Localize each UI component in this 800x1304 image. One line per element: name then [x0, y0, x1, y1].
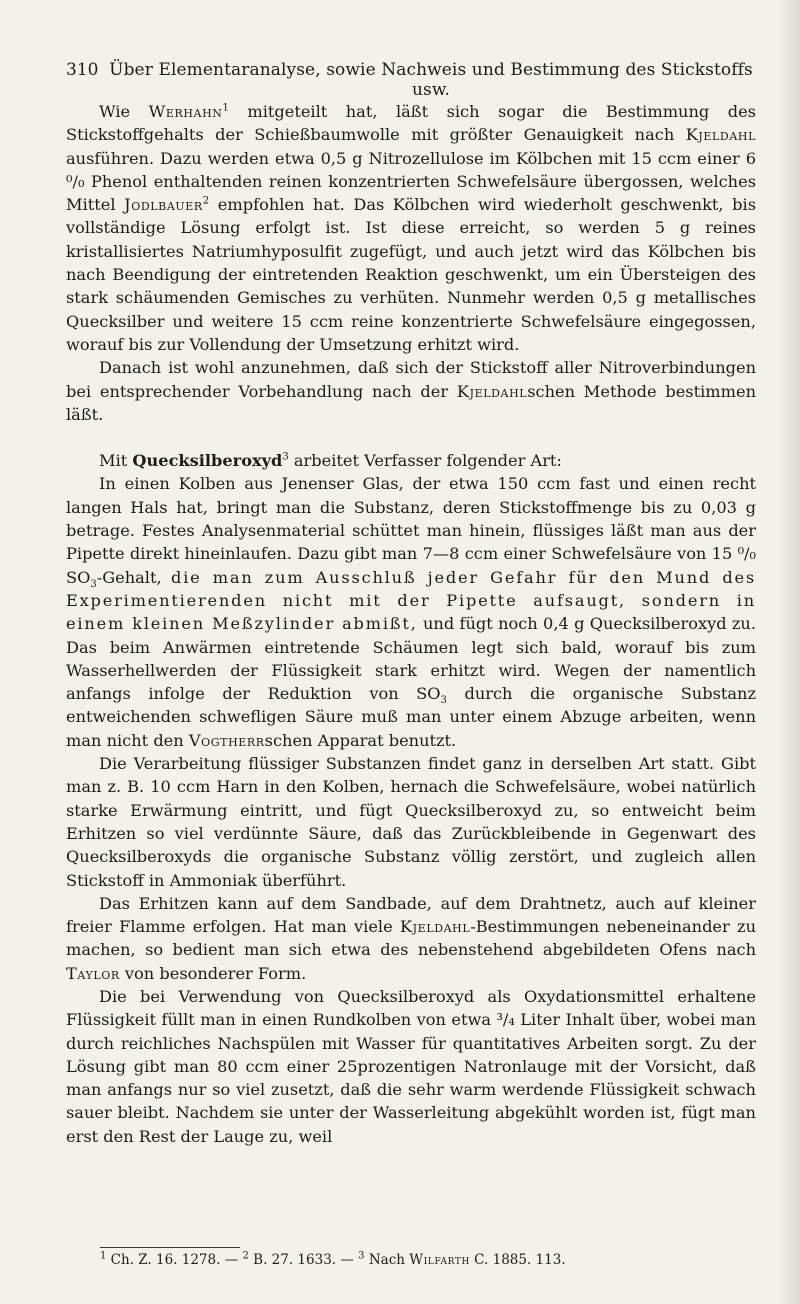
text-run: Die Verarbeitung flüssiger Substanzen findet ganz in derselben Art statt. Gibt man z. B. 10 ccm Harn in den Kolben, hernach die Schwefelsäure, wobei natürlich starke Erwärmung eintritt, und fügt Quecksilberoxyd zu, so entweicht beim Erhitzen so viel verdünnte Säure, daß das Zurückbleibende in Gegenwart des Quecksilberoxyds die organische Substanz völlig zerstört, und zugleich allen Stickstoff in Ammoniak überführt. [66, 754, 756, 890]
footnote-mark-1: 1 [100, 1250, 107, 1262]
text-run: Phenol enthaltenden reinen konzentrierten Schwefelsäure übergossen, welches Mittel [66, 171, 756, 215]
percent-sign: ⁰/₀ [66, 171, 85, 191]
paragraph-7 [66, 985, 756, 1148]
name-wilfarth: Wilfarth [409, 1252, 470, 1268]
footnote-mark-3: 3 [358, 1250, 365, 1262]
subscript-3: 3 [440, 695, 447, 707]
footnote-1-text: Ch. Z. 16. 1278. — [106, 1252, 243, 1268]
text-run: ausführen. Dazu werden etwa 0,5 g Nitrozellulose im Kölbchen mit 15 ccm einer 6 [66, 148, 756, 168]
text-run: -Gehalt, [96, 567, 172, 587]
text-run: durch die organische Substanz entweichenden schwefligen Säure muß man unter einem Abzuge arbeiten, wenn man nicht den [66, 684, 756, 750]
text-run: Das Erhitzen kann auf dem Sandbade, auf dem Drahtnetz, auch auf kleiner freier Flamme erfolgen. Hat man viele [66, 893, 756, 937]
percent-sign: ⁰/₀ [737, 544, 756, 564]
text-run: Liter Inhalt über, wobei man durch reichliches Nachspülen mit Wasser für quantitatives Arbeiten sorgt. Zu der Lösung gibt man 80 ccm einer 25prozentigen Natronlauge mit der Vorsicht, daß man anfangs nur so viel zusetzt, daß die sehr warm werdende Flüssigkeit schwach sauer bleibt. Nachdem sie unter der Wasserleitung abgekühlt worden ist, fügt man erst den Rest der Lauge zu, weil [66, 1010, 756, 1146]
paragraph-4 [66, 472, 756, 752]
author-jodlbauer: Jodlbauer [124, 195, 203, 215]
fraction: ³/₄ [496, 1010, 515, 1030]
text-run: SO [66, 567, 91, 587]
name-kjeldahl: Kjeldahl [399, 917, 471, 937]
footnote-3-text: Nach [364, 1252, 410, 1268]
paragraph-6 [66, 892, 756, 985]
page-number: 310 [66, 60, 99, 80]
name-kjeldahl: Kjeldahl [456, 381, 528, 401]
footnote-divider [100, 1247, 240, 1248]
text-run: Wie [99, 102, 149, 121]
text-run: In einen Kolben aus Jenenser Glas, der etwa 150 ccm fast und einen recht langen Hals hat, bringt man die Substanz, deren Stickstoffmenge bis zu 0,03 g betrage. Festes Analysenmaterial schüttet man hinein, flüssiges läßt man aus der Pipette direkt hineinlaufen. Dazu gibt man 7—8 ccm einer Schwefelsäure von 15 [66, 474, 756, 564]
footnote-3-text: C. 1885. 113. [469, 1252, 566, 1268]
text-run: schen Methode bestimmen läßt. [66, 381, 756, 424]
footnote-ref-3[interactable]: 3 [282, 451, 289, 463]
paragraph-2 [66, 356, 756, 426]
text-run: Die bei Verwendung von Quecksilberoxyd als Oxydationsmittel erhaltene Flüssigkeit füllt man in einen Rundkolben von etwa [66, 986, 756, 1030]
text-run: empfohlen hat. Das Kölbchen wird wiederholt geschwenkt, bis vollständige Lösung erfolgt ist. Ist diese erreicht, so werden 5 g reines kristallisiertes Natriumhyposulfit zugefügt, und auch jetzt wird das Kölbchen bis nach Beendigung der eintretenden Reaktion geschwenkt, um ein Übersteigen des stark schäumenden Gemisches zu verhüten. Nunmehr werden 0,5 g metallisches Quecksilber und weitere 15 ccm reine konzentrierte Schwefelsäure eingegossen, worauf bis zur Vollendung der Umsetzung erhitzt wird. [66, 195, 756, 354]
text-run: schen Apparat benutzt. [264, 730, 457, 750]
text-run: -Bestimmungen nebeneinander zu machen, so bedient man sich etwa des nebenstehend abgebildeten Ofens nach [66, 917, 756, 960]
footnote-2-text: B. 27. 1633. — [248, 1252, 359, 1268]
subscript-3: 3 [90, 578, 97, 590]
text-run: von besonderer Form. [119, 963, 307, 983]
text-run: Danach ist wohl anzunehmen, daß sich der Stickstoff aller Nitroverbindungen bei entsprechender Vorbehandlung nach der [66, 358, 756, 401]
emphasized-text: die man zum Ausschluß jeder Gefahr für den Mund des Experimentierenden nicht mit der Pipette aufsaugt, sondern in einem kleinen Meßzylinder abmißt, [66, 567, 757, 634]
name-kjeldahl: Kjeldahl [685, 125, 756, 145]
footnote-ref-1[interactable]: 1 [222, 102, 229, 114]
body-text [66, 100, 756, 1148]
section-heading-quecksilberoxyd: Quecksilberoxyd [132, 451, 283, 471]
footnote-mark-2: 2 [242, 1250, 249, 1262]
text-run: Mit [99, 451, 133, 471]
footnote-ref-2[interactable]: 2 [202, 195, 210, 207]
text-run: arbeitet Verfasser folgender Art: [288, 451, 562, 471]
author-werhahn: Werhahn [148, 102, 223, 121]
text-run: und fügt noch 0,4 g Quecksilberoxyd zu. Das beim Anwärmen eintretende Schäumen legt sich bald, worauf bis zum Wasserhellwerden der Flüssigkeit stark erhitzt wird. Wegen der namentlich anfangs infolge der Reduktion von SO [66, 614, 756, 704]
footnotes [100, 1251, 740, 1269]
paragraph-3 [66, 449, 756, 472]
page-header [66, 60, 756, 100]
scan-edge-shadow [776, 0, 800, 1304]
name-vogtherr: Vogtherr [188, 730, 265, 750]
name-taylor: Taylor [66, 963, 120, 983]
running-title: Über Elementaranalyse, sowie Nachweis und Bestimmung des Stickstoffs usw. [109, 60, 753, 100]
paragraph-1 [66, 100, 756, 356]
paragraph-5 [66, 752, 756, 892]
text-run: mitgeteilt hat, läßt sich sogar die Bestimmung des Stickstoffgehalts der Schießbaumwolle mit größter Genauigkeit nach [66, 102, 756, 145]
